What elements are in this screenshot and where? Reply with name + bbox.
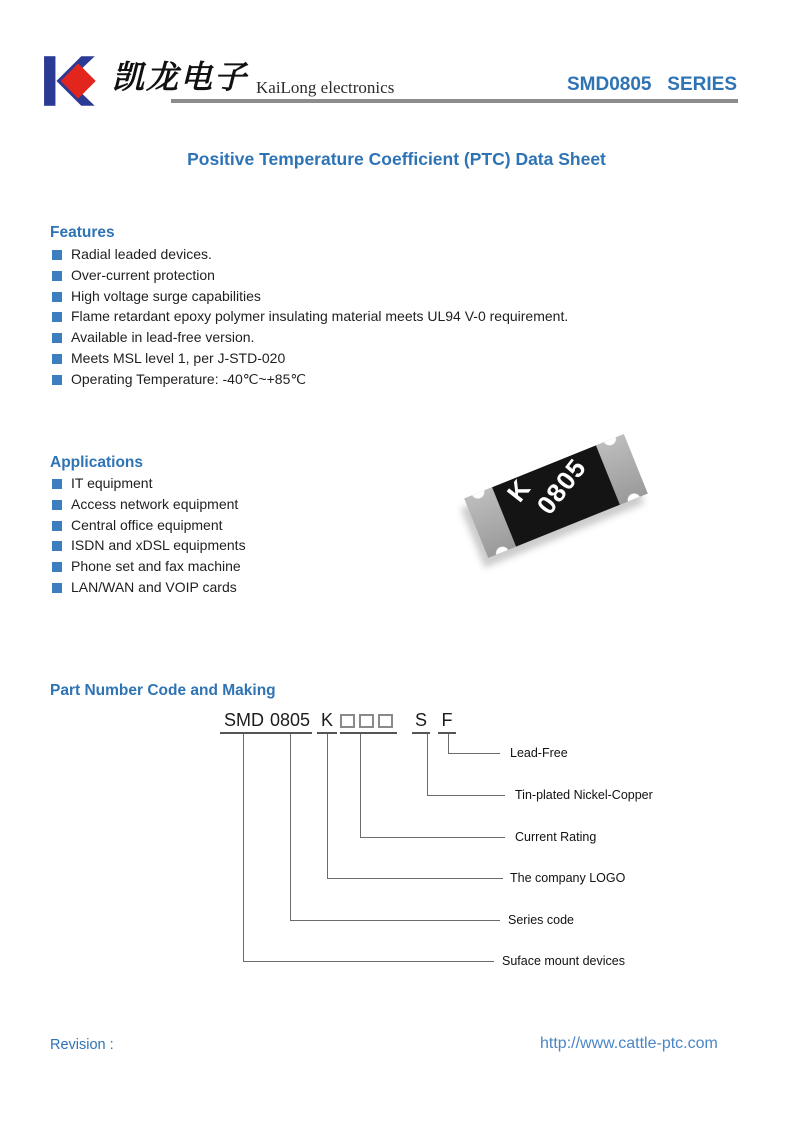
blank-code-box — [340, 714, 355, 728]
bullet-square-icon — [52, 583, 62, 593]
application-text: ISDN and xDSL equipments — [71, 537, 246, 554]
blank-code-box — [378, 714, 393, 728]
callout-label-company-logo: The company LOGO — [510, 871, 626, 885]
bullet-square-icon — [52, 312, 62, 322]
callout-label-lead-free: Lead-Free — [510, 746, 568, 760]
feature-text: Radial leaded devices. — [71, 246, 212, 262]
callout-line — [243, 961, 494, 962]
callout-line — [427, 734, 428, 795]
bullet-square-icon — [52, 271, 62, 281]
brand-name-chinese: 凯龙电子 — [112, 59, 249, 95]
list-item — [52, 371, 712, 392]
callout-line — [427, 795, 505, 796]
pn-segment-leadfree: F — [438, 710, 456, 734]
kailong-logo-icon — [42, 52, 104, 110]
chip-marking-number: 0805 — [530, 452, 593, 520]
bullet-square-icon — [52, 541, 62, 551]
list-item — [52, 579, 432, 600]
feature-text: Over-current protection — [71, 266, 215, 283]
callout-line — [327, 878, 503, 879]
application-text: Central office equipment — [71, 516, 223, 533]
pn-segment-smd: SMD — [220, 710, 268, 734]
applications-heading: Applications — [50, 454, 144, 471]
feature-text: Available in lead-free version. — [71, 329, 255, 346]
application-text: Access network equipment — [71, 495, 239, 512]
callout-line — [448, 734, 449, 753]
list-item — [52, 267, 712, 288]
list-item — [52, 308, 712, 329]
callout-line — [290, 920, 500, 921]
list-item — [52, 496, 432, 517]
page-title: Positive Temperature Coefficient (PTC) Data Sheet — [187, 149, 606, 169]
pn-segment-logo: K — [317, 710, 337, 734]
list-item — [52, 558, 432, 579]
list-item — [52, 475, 432, 496]
list-item — [52, 350, 712, 371]
feature-text: High voltage surge capabilities — [71, 287, 261, 304]
application-text: IT equipment — [71, 475, 153, 491]
blank-code-box — [359, 714, 374, 728]
feature-text: Flame retardant epoxy polymer insulating material meets UL94 V-0 requirement. — [71, 308, 569, 325]
feature-text: Meets MSL level 1, per J-STD-020 — [71, 349, 286, 366]
chip-body — [492, 445, 620, 546]
callout-line — [290, 734, 291, 920]
callout-label-plating: Tin-plated Nickel-Copper — [515, 788, 653, 802]
brand-name-english: KaiLong electronics — [256, 78, 395, 97]
pn-segment-series: 0805 — [268, 710, 312, 734]
bullet-square-icon — [52, 333, 62, 343]
bullet-square-icon — [52, 500, 62, 510]
callout-line — [327, 734, 328, 878]
website-link[interactable]: http://www.cattle-ptc.com — [540, 1035, 718, 1052]
pn-segment-plating: S — [412, 710, 430, 734]
bullet-square-icon — [52, 479, 62, 489]
bullet-square-icon — [52, 562, 62, 572]
revision-label: Revision : — [50, 1037, 114, 1053]
part-number-heading: Part Number Code and Making — [50, 682, 276, 699]
header-divider — [171, 99, 738, 103]
applications-list — [52, 475, 432, 600]
list-item — [52, 537, 432, 558]
application-text: LAN/WAN and VOIP cards — [71, 578, 237, 595]
callout-line — [360, 837, 505, 838]
series-label: SMD0805 SERIES — [566, 74, 737, 95]
bullet-square-icon — [52, 354, 62, 364]
list-item — [52, 288, 712, 309]
callout-label-current-rating: Current Rating — [515, 830, 597, 844]
feature-text: Operating Temperature: -40℃~+85℃ — [71, 370, 307, 387]
features-heading: Features — [50, 224, 115, 241]
bullet-square-icon — [52, 375, 62, 385]
features-list — [52, 246, 712, 392]
bullet-square-icon — [52, 292, 62, 302]
application-text: Phone set and fax machine — [71, 558, 241, 575]
callout-label-series-code: Series code — [508, 913, 575, 927]
smd-chip-image — [464, 434, 647, 558]
list-item — [52, 517, 432, 538]
callout-line — [360, 734, 361, 837]
callout-label-smd: Suface mount devices — [502, 954, 625, 968]
bullet-square-icon — [52, 521, 62, 531]
callout-line — [243, 734, 244, 961]
chip-marking-letter: K — [500, 474, 537, 508]
bullet-square-icon — [52, 250, 62, 260]
pn-segment-current-rating — [340, 710, 397, 734]
callout-line — [448, 753, 500, 754]
product-photo — [452, 432, 657, 567]
list-item — [52, 329, 712, 350]
list-item — [52, 246, 712, 267]
